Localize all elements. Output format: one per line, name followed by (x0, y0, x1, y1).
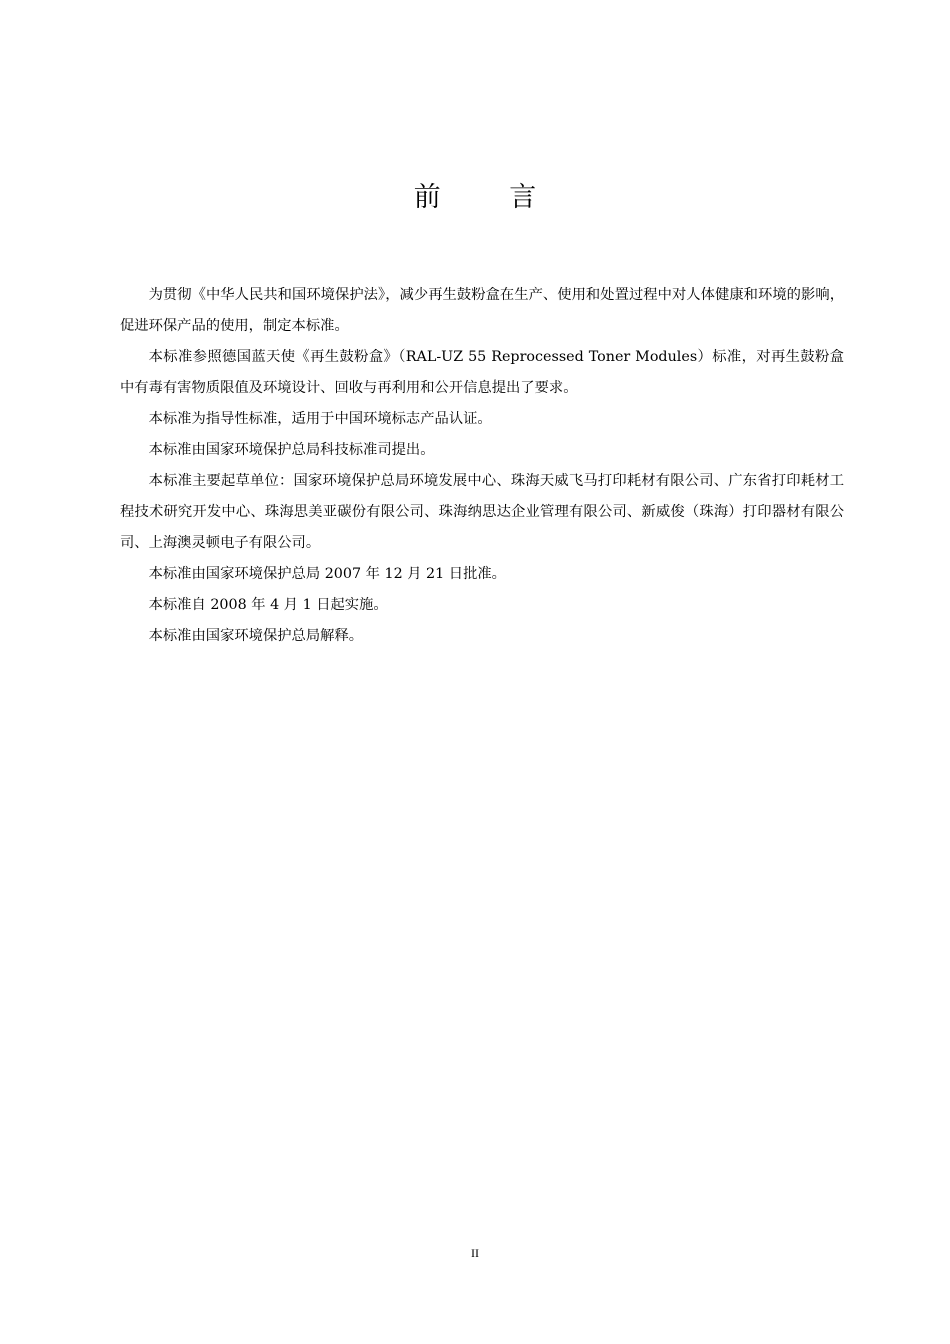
paragraph-scope: 本标准为指导性标准，适用于中国环境标志产品认证。 (148, 411, 492, 427)
document-body (120, 280, 844, 652)
page-title: 前 言 (413, 182, 567, 213)
page-number: II (471, 1246, 479, 1260)
paragraph-interpretation: 本标准由国家环境保护总局解释。 (148, 628, 364, 644)
paragraph-proposer: 本标准由国家环境保护总局科技标准司提出。 (148, 442, 435, 458)
paragraph-drafters: 本标准主要起草单位：国家环境保护总局环境发展中心、珠海天威飞马打印耗材有限公司、广东省打印耗材工程技术研究开发中心、珠海思美亚碳份有限公司、珠海纳思达企业管理有限公司、新威俊（珠海）打印器材有限公司、上海澳灵顿电子有限公司。 (120, 473, 844, 551)
paragraph-reference: 本标准参照德国蓝天使《再生鼓粉盒》（RAL-UZ 55 Reprocessed Toner Modules）标准，对再生鼓粉盒中有毒有害物质限值及环境设计、回收与再利用和公开信息提出了要求。 (120, 349, 844, 396)
paragraph-approval: 本标准由国家环境保护总局 2007 年 12 月 21 日批准。 (148, 566, 506, 582)
paragraph-effective-date: 本标准自 2008 年 4 月 1 日起实施。 (148, 597, 388, 613)
paragraph-purpose: 为贯彻《中华人民共和国环境保护法》，减少再生鼓粉盒在生产、使用和处置过程中对人体健康和环境的影响，促进环保产品的使用，制定本标准。 (120, 287, 844, 334)
